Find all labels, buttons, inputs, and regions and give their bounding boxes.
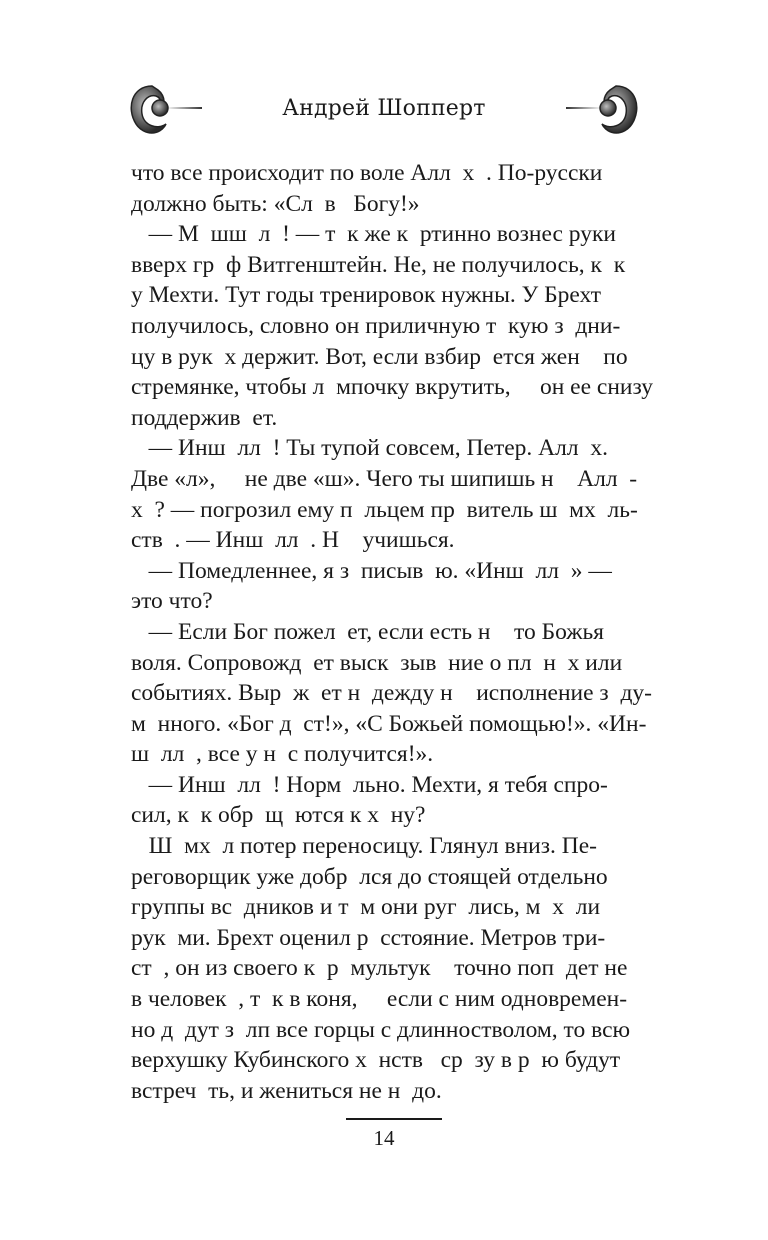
text-line: — Помедленнее, я з писыв ю. «Инш лл » — bbox=[131, 557, 612, 584]
text-line: воля. Сопровожд ет выск зыв ние о пл н х или bbox=[131, 649, 623, 676]
text-line: — Инш лл ! Норм льно. Мехти, я тебя спро- bbox=[131, 771, 608, 798]
text-line: рук ми. Брехт оценил р сстояние. Метров три- bbox=[131, 924, 606, 951]
text-line: Две «л», не две «ш». Чего ты шипишь н Алл - bbox=[131, 465, 638, 492]
text-line: верхушку Кубинского х нств ср зу в р ю будут bbox=[131, 1047, 621, 1074]
text-line: группы вс дников и т м они руг лись, м х ли bbox=[131, 894, 601, 921]
page-number: 14 bbox=[373, 1126, 395, 1150]
text-line: — Если Бог пожел ет, если есть н то Божья bbox=[131, 618, 604, 645]
ornament-right-icon bbox=[566, 78, 646, 148]
text-line: поддержив ет. bbox=[131, 404, 278, 431]
text-line: у Мехти. Тут годы тренировок нужны. У Брехт bbox=[131, 282, 601, 309]
text-line: сил, к к обр щ ются к х ну? bbox=[131, 802, 426, 829]
text-line: цу в рук х держит. Вот, если взбир ется жен по bbox=[131, 343, 628, 370]
running-head: Андрей Шопперт bbox=[282, 96, 486, 121]
text-line: ш лл , все у н с получится!». bbox=[131, 741, 434, 768]
text-line: это что? bbox=[131, 588, 213, 615]
text-line: — М шш л ! — т к же к ртинно вознес руки bbox=[131, 221, 616, 248]
text-line: должно быть: «Сл в Богу!» bbox=[131, 190, 420, 217]
text-line: вверх гр ф Витгенштейн. Не, не получилось, к к bbox=[131, 251, 626, 278]
text-line: Ш мх л потер переносицу. Глянул вниз. Пе- bbox=[131, 833, 597, 860]
text-line: х ? — погрозил ему п льцем пр витель ш мх ль- bbox=[131, 496, 638, 523]
text-line: — Инш лл ! Ты тупой совсем, Петер. Алл х. bbox=[131, 435, 608, 462]
footer-rule bbox=[346, 1118, 442, 1120]
text-line: ст , он из своего к р мультук точно поп дет не bbox=[131, 955, 628, 982]
text-line: м нного. «Бог д ст!», «С Божьей помощью!». «Ин- bbox=[131, 710, 647, 737]
text-line: событиях. Выр ж ет н дежду н исполнение з ду- bbox=[131, 680, 652, 707]
text-line: получилось, словно он приличную т кую з дни- bbox=[131, 312, 621, 339]
text-line: но д дут з лп все горцы с длинностволом, то всю bbox=[131, 1016, 631, 1043]
text-line: в человек , т к в коня, если с ним одновремен- bbox=[131, 986, 628, 1013]
text-line: встреч ть, и жениться не н до. bbox=[131, 1077, 442, 1104]
text-line: ств . — Инш лл . Н учишься. bbox=[131, 527, 455, 554]
text-line: что все происходит по воле Алл х . По-русски bbox=[131, 160, 603, 186]
text-line: реговорщик уже добр лся до стоящей отдельно bbox=[131, 863, 608, 890]
body-text bbox=[131, 158, 669, 1106]
text-line: стремянке, чтобы л мпочку вкрутить, он ее снизу bbox=[131, 374, 654, 401]
page-header bbox=[0, 78, 768, 148]
